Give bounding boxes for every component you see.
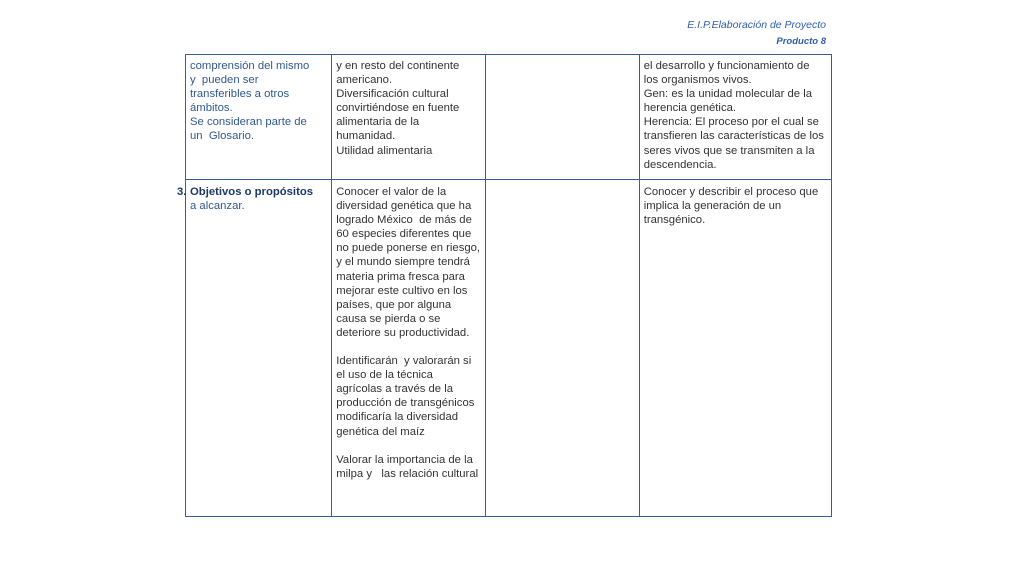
cell-line: transgénico. <box>643 214 706 227</box>
cell-line: implica la generación de un <box>643 200 782 213</box>
cell-line: mejorar este cultivo en los <box>336 284 468 297</box>
cell-line: Herencia: El proceso por el cual se <box>643 116 819 129</box>
table-cell-cultural-content <box>332 55 486 180</box>
cell-line: ámbitos. <box>190 102 233 115</box>
paragraph-gap <box>336 439 481 453</box>
cell-line: Conocer el valor de la <box>336 186 447 198</box>
cell-line: Valorar la importancia de la <box>336 453 473 466</box>
cell-line: herencia genética. <box>643 102 737 115</box>
cell-line: Gen: es la unidad molecular de la <box>643 88 812 101</box>
cell-line: Diversificación cultural <box>336 88 449 101</box>
table-cell-objectives-text <box>332 180 486 517</box>
header-subtitle: Producto 8 <box>776 36 826 47</box>
cell-line: convirtiéndose en fuente <box>336 102 460 115</box>
numbered-item <box>177 185 327 213</box>
cell-line: países, que por alguna <box>336 298 452 311</box>
cell-line: y el mundo siempre tendrá <box>336 256 470 269</box>
project-table <box>177 54 832 517</box>
objectives-heading-rest: a alcanzar. <box>190 200 245 213</box>
cell-line: Se consideran parte de <box>190 116 307 129</box>
table-cell-empty <box>486 180 639 517</box>
cell-line: comprensión del mismo <box>190 60 310 72</box>
cell-line: transferibles a otros <box>190 88 290 101</box>
cell-line: no puede ponerse en riesgo, <box>336 242 481 255</box>
cell-line: deteriore su productividad. <box>336 326 470 339</box>
item-number: 3. <box>177 186 187 198</box>
table-cell-empty <box>486 55 639 180</box>
cell-line: y pueden ser <box>190 74 259 87</box>
cell-line: seres vivos que se transmiten a la <box>643 144 815 157</box>
table-cell-concept-description <box>186 55 332 180</box>
header-title: E.I.P.Elaboración de Proyecto <box>687 19 826 31</box>
cell-line: materia prima fresca para <box>336 270 465 283</box>
paragraph-gap <box>336 340 481 354</box>
cell-line: genética del maíz <box>336 425 425 438</box>
cell-line: logrado México de más de <box>336 214 472 227</box>
cell-line: milpa y las relación cultural <box>336 467 479 480</box>
cell-line: producción de transgénicos <box>336 397 475 410</box>
cell-line: los organismos vivos. <box>643 74 752 87</box>
cell-line: el desarrollo y funcionamiento de <box>643 60 810 72</box>
cell-line: un Glosario. <box>190 130 255 143</box>
cell-line: descendencia. <box>643 158 717 171</box>
cell-line: americano. <box>336 74 393 87</box>
cell-line: 60 especies diferentes que <box>336 228 472 241</box>
table-cell-objectives-heading <box>177 180 332 517</box>
cell-line: transfieren las características de los <box>643 130 824 143</box>
cell-line: diversidad genética que ha <box>336 200 472 213</box>
objectives-heading: Objetivos o propósitos <box>190 186 314 198</box>
cell-line: humanidad. <box>336 130 396 143</box>
table-row <box>186 55 832 180</box>
cell-line: Utilidad alimentaria <box>336 144 433 157</box>
cell-line: modificaría la diversidad <box>336 411 459 424</box>
cell-line: Conocer y describir el proceso que <box>643 186 819 198</box>
cell-line: alimentaria de la <box>336 116 420 129</box>
cell-line: y en resto del continente <box>336 60 460 72</box>
cell-line: agrícolas a través de la <box>336 383 454 396</box>
table-cell-objectives-description <box>639 180 831 517</box>
cell-line: el uso de la técnica <box>336 369 433 382</box>
table-row <box>186 180 832 517</box>
cell-line: Identificarán y valorarán si <box>336 355 472 368</box>
cell-line: causa se pierda o se <box>336 312 441 325</box>
table-cell-genetics-definitions <box>639 55 831 180</box>
